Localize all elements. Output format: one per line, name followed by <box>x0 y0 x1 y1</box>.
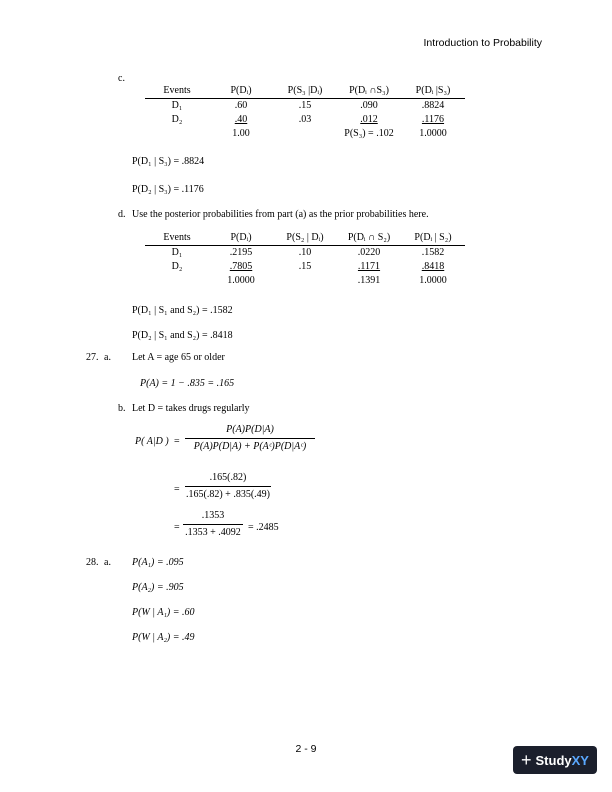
col-header: P(Dᵢ ∩ S₂) <box>337 231 401 246</box>
equals-sign: = <box>174 436 180 447</box>
cell: .8824 <box>421 100 445 111</box>
cell: D₂ <box>171 261 183 272</box>
fraction-numerator: .165(.82) <box>209 472 247 483</box>
plus-icon: + <box>521 749 532 770</box>
table-row <box>145 246 465 261</box>
problem-28-a-label: a. <box>104 557 111 568</box>
cell: .10 <box>298 247 312 258</box>
cell: .090 <box>360 100 378 111</box>
part-d-label: d. <box>118 209 126 220</box>
cell: .0220 <box>357 247 381 258</box>
probability-line: P(A₁) = .095 <box>132 557 184 568</box>
studyxy-logo[interactable] <box>513 746 597 774</box>
col-header: P(S₃ |Dᵢ) <box>273 84 337 99</box>
fraction-denominator: P(A)P(D|A) + P(Aᶜ)P(D|Aᶜ) <box>193 441 307 452</box>
cell: 1.00 <box>232 128 250 139</box>
logo-accent: XY <box>571 752 589 768</box>
bayes-result: = .2485 <box>248 522 279 533</box>
probability-line: P(W | A₁) = .60 <box>132 607 195 618</box>
part-c-label: c. <box>118 73 125 84</box>
equals-sign: = <box>174 484 180 495</box>
col-header: Events <box>145 84 209 99</box>
cell <box>273 274 337 288</box>
cell <box>145 274 209 288</box>
fraction-numerator: P(A)P(D|A) <box>226 424 274 435</box>
table-total-row <box>145 274 465 288</box>
bayes-lhs: P( A|D ) <box>135 436 169 447</box>
table-row <box>145 113 465 127</box>
cell: D₁ <box>171 100 183 111</box>
cell: D₁ <box>171 247 183 258</box>
running-header: Introduction to Probability <box>423 37 542 49</box>
fraction-denominator: .165(.82) + .835(.49) <box>186 489 270 500</box>
cell <box>273 127 337 141</box>
cell <box>145 127 209 141</box>
cell: .15 <box>298 261 312 272</box>
cell: 1.0000 <box>419 128 447 139</box>
equals-sign: = <box>174 522 180 533</box>
probability-line: P(W | A₂) = .49 <box>132 632 195 643</box>
result-line: P(D₁ | S₃) = .8824 <box>132 156 205 167</box>
page-number: 2 - 9 <box>295 743 317 755</box>
simplified-fraction <box>183 510 243 538</box>
cell: .15 <box>298 100 312 111</box>
cell: .1171 <box>357 261 381 272</box>
probability-line: P(A₂) = .905 <box>132 582 184 593</box>
problem-27-a-label: a. <box>104 352 111 363</box>
problem-27-a-text: Let A = age 65 or older <box>132 352 225 363</box>
problem-27-b-label: b. <box>118 403 126 414</box>
col-header: P(Dᵢ ∩S₃) <box>337 84 401 99</box>
problem-27-a-formula: P(A) = 1 − .835 = .165 <box>140 378 235 389</box>
cell: .1176 <box>421 114 445 125</box>
cell: P(S₃) = .102 <box>344 128 394 139</box>
col-header: P(Dᵢ |S₃) <box>401 84 465 99</box>
cell: .8418 <box>421 261 445 272</box>
cell: .2195 <box>229 247 253 258</box>
problem-27-b-text: Let D = takes drugs regularly <box>132 403 250 414</box>
bayes-fraction <box>185 424 315 452</box>
table-row <box>145 99 465 114</box>
table-total-row <box>145 127 465 141</box>
cell: .60 <box>234 100 248 111</box>
cell: 1.0000 <box>419 275 447 286</box>
posterior-table-d <box>145 231 465 288</box>
col-header: P(Dᵢ) <box>209 84 273 99</box>
cell: .012 <box>360 114 378 125</box>
problem-27-number: 27. <box>86 352 99 363</box>
result-line: P(D₂ | S₃) = .1176 <box>132 184 204 195</box>
cell: .7805 <box>229 261 253 272</box>
fraction-numerator: .1353 <box>201 510 225 521</box>
col-header: P(Dᵢ | S₂) <box>401 231 465 246</box>
logo-text: Study <box>535 752 572 768</box>
cell: .40 <box>234 114 248 125</box>
problem-28-number: 28. <box>86 557 99 568</box>
cell: D₂ <box>171 114 183 125</box>
col-header: P(S₂ | Dᵢ) <box>273 231 337 246</box>
cell: .03 <box>298 114 312 125</box>
table-row <box>145 260 465 274</box>
result-line: P(D₂ | S₁ and S₂) = .8418 <box>132 330 233 341</box>
table-header-row <box>145 231 465 246</box>
cell: 1.0000 <box>227 275 255 286</box>
cell: .1582 <box>421 247 445 258</box>
part-d-text: Use the posterior probabilities from part (a) as the prior probabilities here. <box>132 209 429 220</box>
col-header: P(Dᵢ) <box>209 231 273 246</box>
numeric-fraction <box>185 472 271 500</box>
result-line: P(D₁ | S₁ and S₂) = .1582 <box>132 305 233 316</box>
fraction-denominator: .1353 + .4092 <box>185 527 241 538</box>
cell: .1391 <box>357 275 381 286</box>
col-header: Events <box>145 231 209 246</box>
posterior-table-c <box>145 84 465 141</box>
table-header-row <box>145 84 465 99</box>
